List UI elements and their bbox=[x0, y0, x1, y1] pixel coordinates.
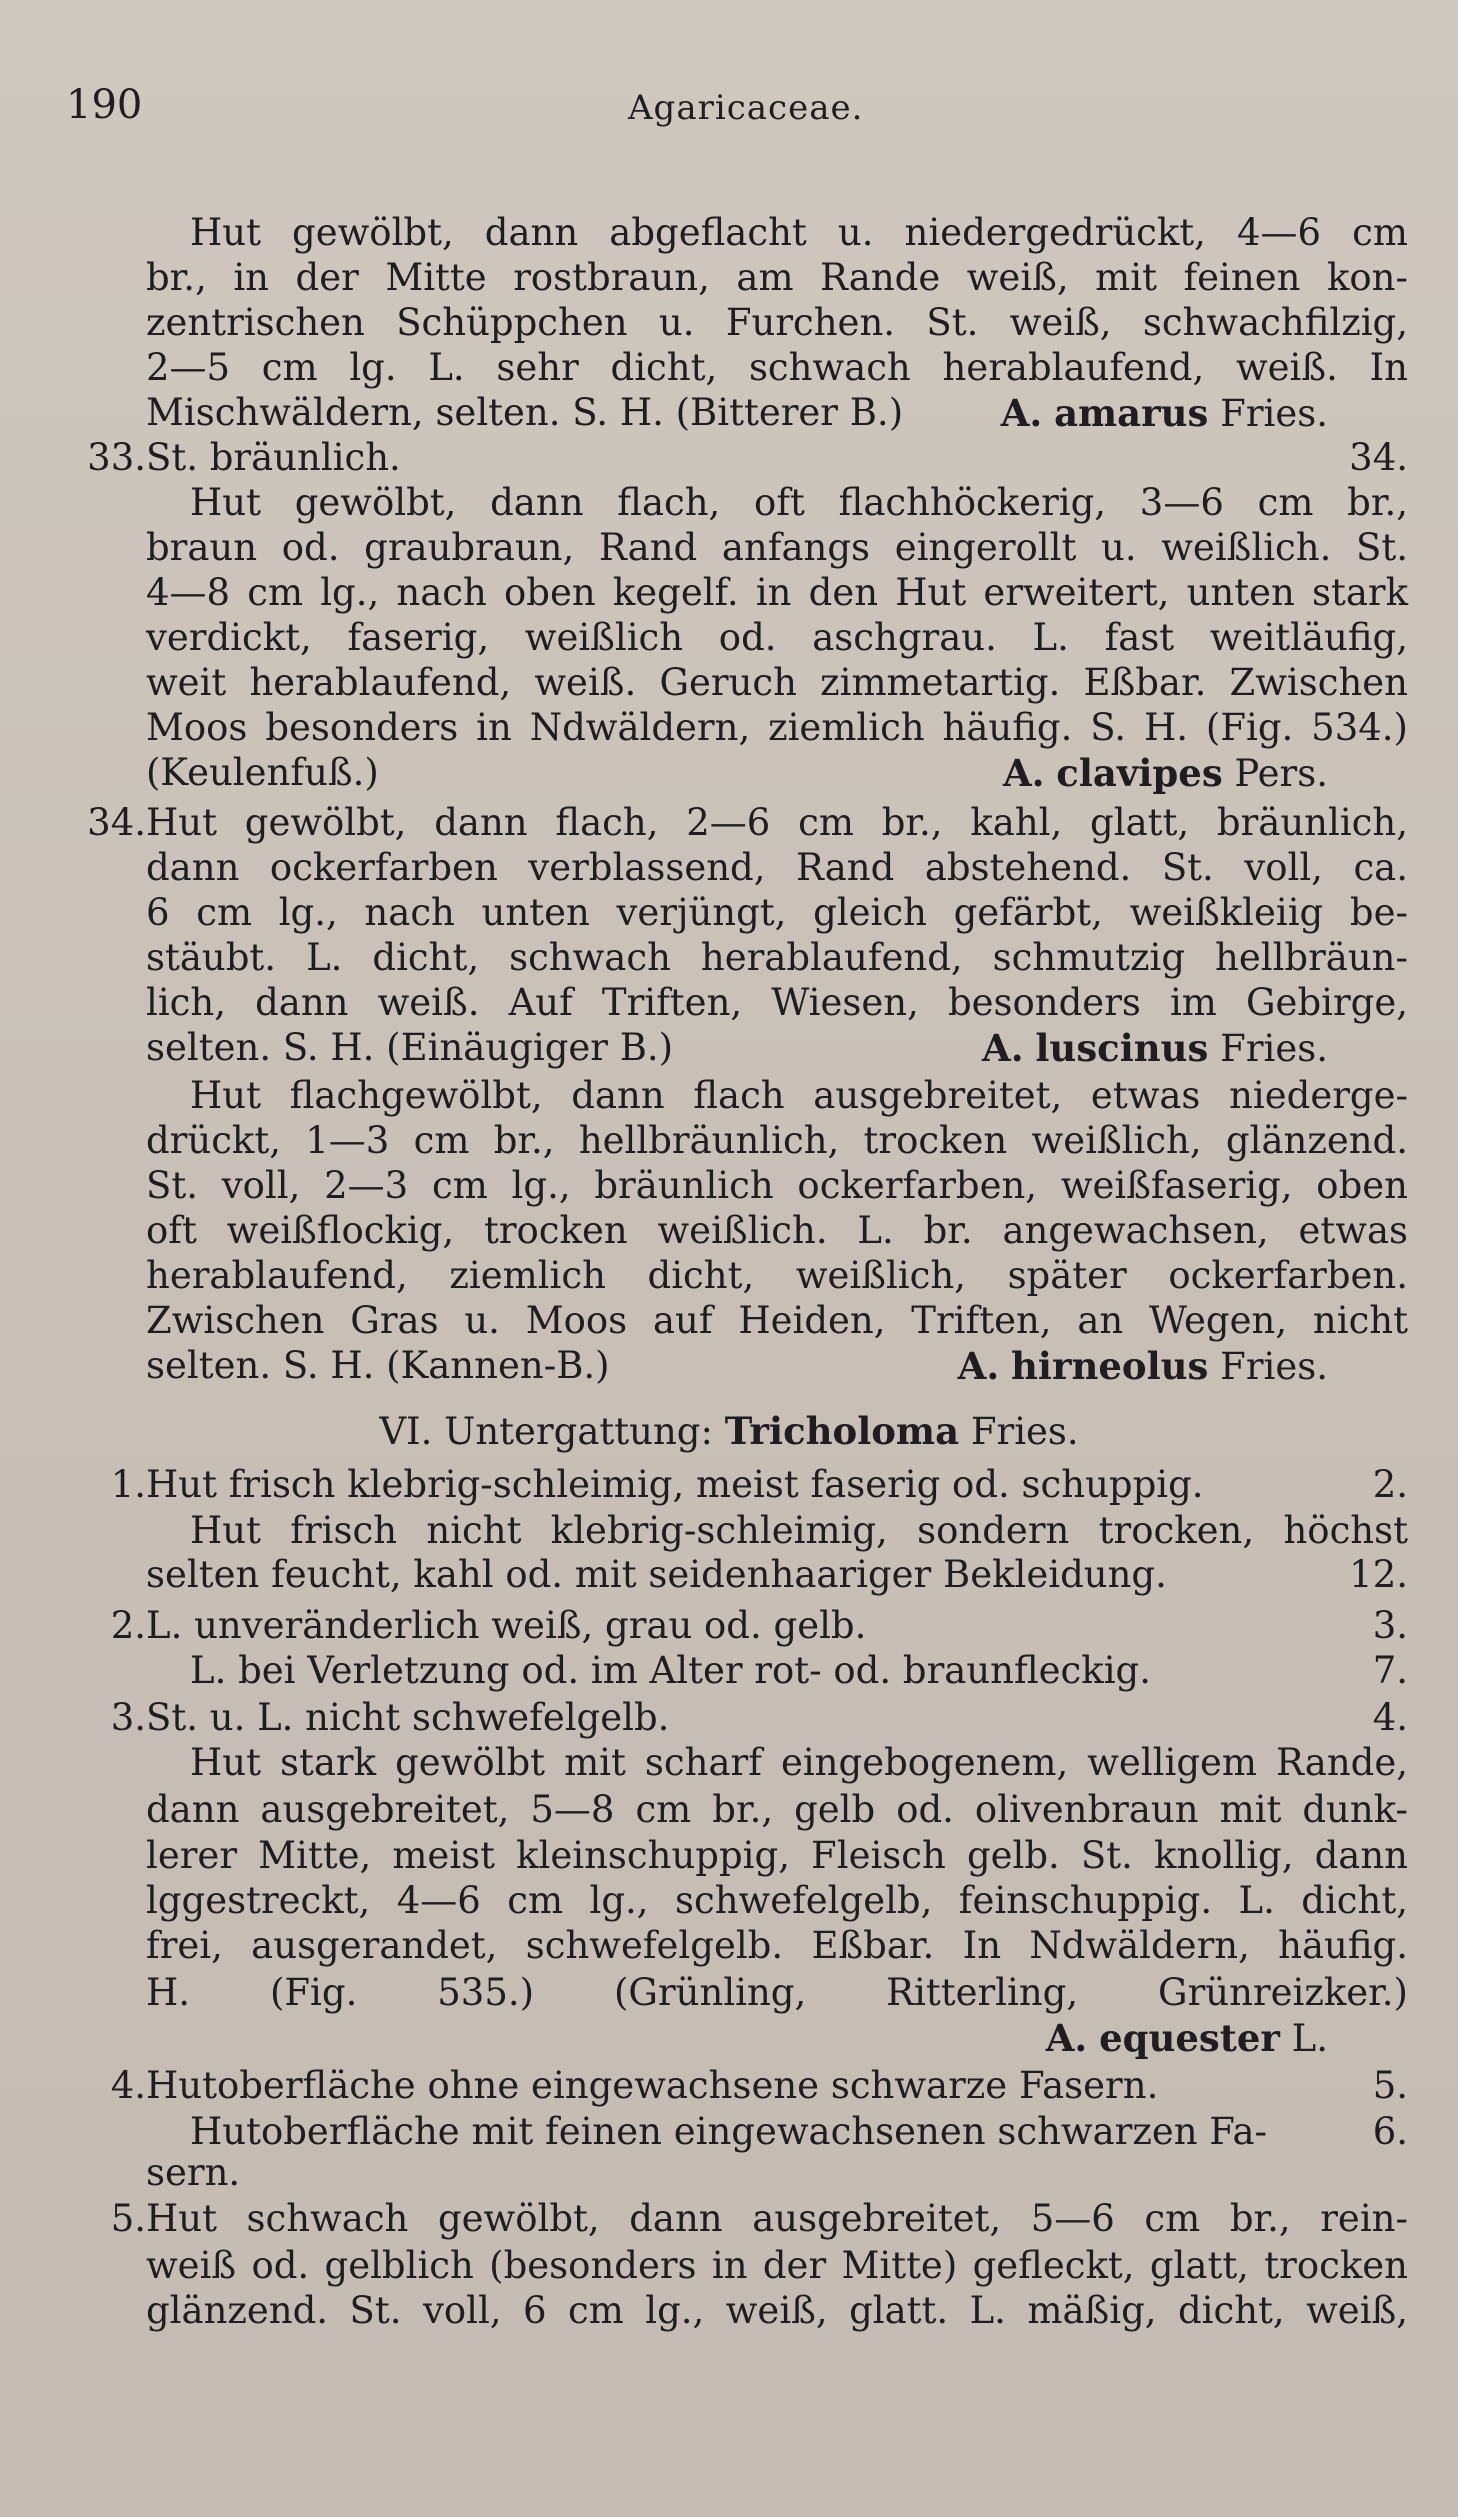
text-line bbox=[0, 390, 1458, 436]
line-text: St. bräunlich. bbox=[146, 436, 401, 479]
section-prefix: VI. Untergattung: bbox=[379, 1410, 713, 1453]
text-line bbox=[0, 2196, 1458, 2242]
text-line bbox=[0, 2288, 1458, 2334]
text-line bbox=[0, 345, 1458, 391]
epithet: luscinus bbox=[1035, 1026, 1209, 1070]
text-line bbox=[0, 2063, 1458, 2109]
line-text: selten. S. H. (Kannen-B.) bbox=[146, 1344, 610, 1387]
entry-number: 1. bbox=[110, 1463, 146, 1506]
text-line bbox=[0, 1025, 1458, 1071]
text-line bbox=[0, 660, 1458, 706]
text-line bbox=[0, 1073, 1458, 1119]
line-text: weiß od. gelblich (besonders in der Mitte) gefleckt, glatt, trocken bbox=[146, 2244, 1408, 2287]
line-text: 2—5 cm lg. L. sehr dicht, schwach herablaufend, weiß. In bbox=[146, 346, 1408, 389]
text-line bbox=[0, 1923, 1458, 1969]
section-author: Fries. bbox=[970, 1410, 1079, 1453]
genus-abbrev: A. bbox=[982, 1026, 1024, 1070]
text-line bbox=[0, 1695, 1458, 1741]
line-text: frei, ausgerandet, schwefelgelb. Eßbar. In Ndwäldern, häufig. bbox=[146, 1924, 1408, 1967]
author: Pers. bbox=[1234, 752, 1328, 795]
line-text: verdickt, faserig, weißlich od. aschgrau. L. fast weitläufig, bbox=[146, 616, 1408, 659]
species-name bbox=[1003, 750, 1328, 797]
text-line bbox=[0, 1462, 1458, 1508]
text-line bbox=[0, 1740, 1458, 1786]
line-text: St. u. L. nicht schwefelgelb. bbox=[146, 1696, 670, 1739]
line-text: lggestreckt, 4—6 cm lg., schwefelgelb, feinschuppig. L. dicht, bbox=[146, 1879, 1408, 1922]
line-text: stäubt. L. dicht, schwach herablaufend, schmutzig hellbräun- bbox=[146, 936, 1408, 979]
line-text: br., in der Mitte rostbraun, am Rande weiß, mit feinen kon- bbox=[146, 256, 1408, 299]
text-line bbox=[0, 255, 1458, 301]
line-text: zentrischen Schüppchen u. Furchen. St. weiß, schwachfilzig, bbox=[146, 301, 1408, 344]
text-line bbox=[0, 1833, 1458, 1879]
text-line bbox=[0, 1552, 1458, 1598]
running-title: Agaricaceae. bbox=[628, 88, 864, 128]
epithet: hirneolus bbox=[1011, 1344, 1209, 1388]
key-reference: 3. bbox=[1372, 1604, 1408, 1647]
line-text: dann ausgebreitet, 5—8 cm br., gelb od. olivenbraun mit dunk- bbox=[146, 1788, 1408, 1831]
entry-number: 34. bbox=[87, 801, 146, 844]
text-line bbox=[0, 705, 1458, 751]
line-text: 6 cm lg., nach unten verjüngt, gleich gefärbt, weißkleiig be- bbox=[146, 891, 1408, 934]
key-reference: 12. bbox=[1349, 1553, 1408, 1596]
entry-number: 4. bbox=[110, 2064, 146, 2107]
line-text: selten feucht, kahl od. mit seidenhaariger Bekleidung. bbox=[146, 1553, 1167, 1596]
line-text: L. bei Verletzung od. im Alter rot- od. braunfleckig. bbox=[190, 1649, 1151, 1692]
species-name bbox=[1001, 390, 1328, 437]
text-line bbox=[0, 1208, 1458, 1254]
text-line bbox=[0, 2150, 1458, 2196]
line-text: dann ockerfarben verblassend, Rand abstehend. St. voll, ca. bbox=[146, 846, 1408, 889]
line-text: (Keulenfuß.) bbox=[146, 751, 379, 794]
epithet: clavipes bbox=[1056, 751, 1223, 795]
entry-number: 5. bbox=[110, 2197, 146, 2240]
line-text: selten. S. H. (Einäugiger B.) bbox=[146, 1026, 674, 1069]
line-text: St. voll, 2—3 cm lg., bräunlich ockerfarben, weißfaserig, oben bbox=[146, 1164, 1408, 1207]
line-text: Hut gewölbt, dann flach, oft flachhöckerig, 3—6 cm br., bbox=[190, 481, 1408, 524]
species-name bbox=[1046, 2015, 1328, 2062]
page-number: 190 bbox=[66, 82, 143, 128]
line-text: Hutoberfläche mit feinen eingewachsenen schwarzen Fa- bbox=[190, 2110, 1268, 2153]
genus-abbrev: A. bbox=[957, 1344, 1000, 1388]
author: Fries. bbox=[1220, 1027, 1328, 1070]
line-text: drückt, 1—3 cm br., hellbräunlich, trocken weißlich, glänzend. bbox=[146, 1119, 1408, 1162]
text-line bbox=[0, 1298, 1458, 1344]
line-text: Hutoberfläche ohne eingewachsene schwarze Fasern. bbox=[146, 2064, 1159, 2107]
entry-number: 3. bbox=[110, 1696, 146, 1739]
author: L. bbox=[1291, 2017, 1328, 2060]
key-reference: 34. bbox=[1349, 436, 1408, 479]
text-line bbox=[0, 1118, 1458, 1164]
text-line bbox=[0, 2109, 1458, 2155]
line-text: Hut flachgewölbt, dann flach ausgebreitet, etwas niederge- bbox=[190, 1074, 1408, 1117]
text-line bbox=[0, 1648, 1458, 1694]
line-text: Hut frisch nicht klebrig-schleimig, sondern trocken, höchst bbox=[190, 1509, 1408, 1552]
text-line bbox=[0, 210, 1458, 256]
line-text: Hut frisch klebrig-schleimig, meist faserig od. schuppig. bbox=[146, 1463, 1204, 1506]
key-reference: 7. bbox=[1372, 1649, 1408, 1692]
species-name bbox=[982, 1025, 1328, 1072]
text-line bbox=[0, 1603, 1458, 1649]
line-text: glänzend. St. voll, 6 cm lg., weiß, glatt. L. mäßig, dicht, weiß, bbox=[146, 2289, 1408, 2332]
species-name bbox=[958, 1343, 1328, 1390]
text-line bbox=[0, 615, 1458, 661]
section-title bbox=[0, 1408, 1458, 1455]
line-text: lich, dann weiß. Auf Triften, Wiesen, besonders im Gebirge, bbox=[146, 981, 1408, 1024]
line-text: Mischwäldern, selten. S. H. (Bitterer B.) bbox=[146, 391, 904, 434]
genus-abbrev: A. bbox=[1000, 391, 1043, 435]
text-line bbox=[0, 1787, 1458, 1833]
epithet: amarus bbox=[1054, 391, 1209, 435]
line-text: Hut schwach gewölbt, dann ausgebreitet, 5—6 cm br., rein- bbox=[146, 2197, 1408, 2240]
genus-abbrev: A. bbox=[1045, 2016, 1088, 2060]
line-text: Moos besonders in Ndwäldern, ziemlich häufig. S. H. (Fig. 534.) bbox=[146, 706, 1408, 749]
key-reference: 2. bbox=[1372, 1463, 1408, 1506]
author: Fries. bbox=[1220, 1345, 1328, 1388]
author: Fries. bbox=[1220, 392, 1328, 435]
text-line bbox=[0, 2015, 1458, 2061]
text-line bbox=[0, 525, 1458, 571]
text-line bbox=[0, 1163, 1458, 1209]
text-line bbox=[0, 2243, 1458, 2289]
text-line bbox=[0, 1508, 1458, 1554]
line-text: herablaufend, ziemlich dicht, weißlich, später ockerfarben. bbox=[146, 1254, 1408, 1297]
section-genus: Tricholoma bbox=[724, 1409, 960, 1453]
line-text: sern. bbox=[146, 2151, 241, 2194]
line-text: weit herablaufend, weiß. Geruch zimmetartig. Eßbar. Zwischen bbox=[146, 661, 1408, 704]
line-text: Hut gewölbt, dann abgeflacht u. niedergedrückt, 4—6 cm bbox=[190, 211, 1408, 254]
entry-number: 2. bbox=[110, 1604, 146, 1647]
text-line bbox=[0, 1343, 1458, 1389]
line-text: lerer Mitte, meist kleinschuppig, Fleisch gelb. St. knollig, dann bbox=[146, 1834, 1408, 1877]
genus-abbrev: A. bbox=[1002, 751, 1045, 795]
text-line bbox=[0, 300, 1458, 346]
text-line bbox=[0, 1878, 1458, 1924]
line-text: Hut gewölbt, dann flach, 2—6 cm br., kahl, glatt, bräunlich, bbox=[146, 801, 1408, 844]
entry-number: 33. bbox=[87, 436, 146, 479]
line-text: Hut stark gewölbt mit scharf eingebogenem, welligem Rande, bbox=[190, 1741, 1408, 1784]
line-text: L. unveränderlich weiß, grau od. gelb. bbox=[146, 1604, 867, 1647]
section-heading bbox=[0, 1408, 1458, 1454]
key-reference: 5. bbox=[1372, 2064, 1408, 2107]
line-text: Zwischen Gras u. Moos auf Heiden, Triften, an Wegen, nicht bbox=[146, 1299, 1408, 1342]
text-line bbox=[0, 980, 1458, 1026]
text-line bbox=[0, 480, 1458, 526]
key-reference: 4. bbox=[1372, 1696, 1408, 1739]
text-line bbox=[0, 1253, 1458, 1299]
key-reference: 6. bbox=[1372, 2110, 1408, 2153]
text-line bbox=[0, 845, 1458, 891]
line-text: braun od. graubraun, Rand anfangs eingerollt u. weißlich. St. bbox=[146, 526, 1408, 569]
text-line bbox=[0, 750, 1458, 796]
text-line bbox=[0, 435, 1458, 481]
line-text: H. (Fig. 535.) (Grünling, Ritterling, Grünreizker.) bbox=[146, 1971, 1408, 2014]
line-text: 4—8 cm lg., nach oben kegelf. in den Hut erweitert, unten stark bbox=[146, 571, 1408, 614]
line-text: oft weißflockig, trocken weißlich. L. br. angewachsen, etwas bbox=[146, 1209, 1408, 1252]
text-line bbox=[0, 800, 1458, 846]
text-line bbox=[0, 570, 1458, 616]
epithet: equester bbox=[1099, 2016, 1280, 2060]
text-line bbox=[0, 890, 1458, 936]
text-line bbox=[0, 1970, 1458, 2016]
text-line bbox=[0, 935, 1458, 981]
